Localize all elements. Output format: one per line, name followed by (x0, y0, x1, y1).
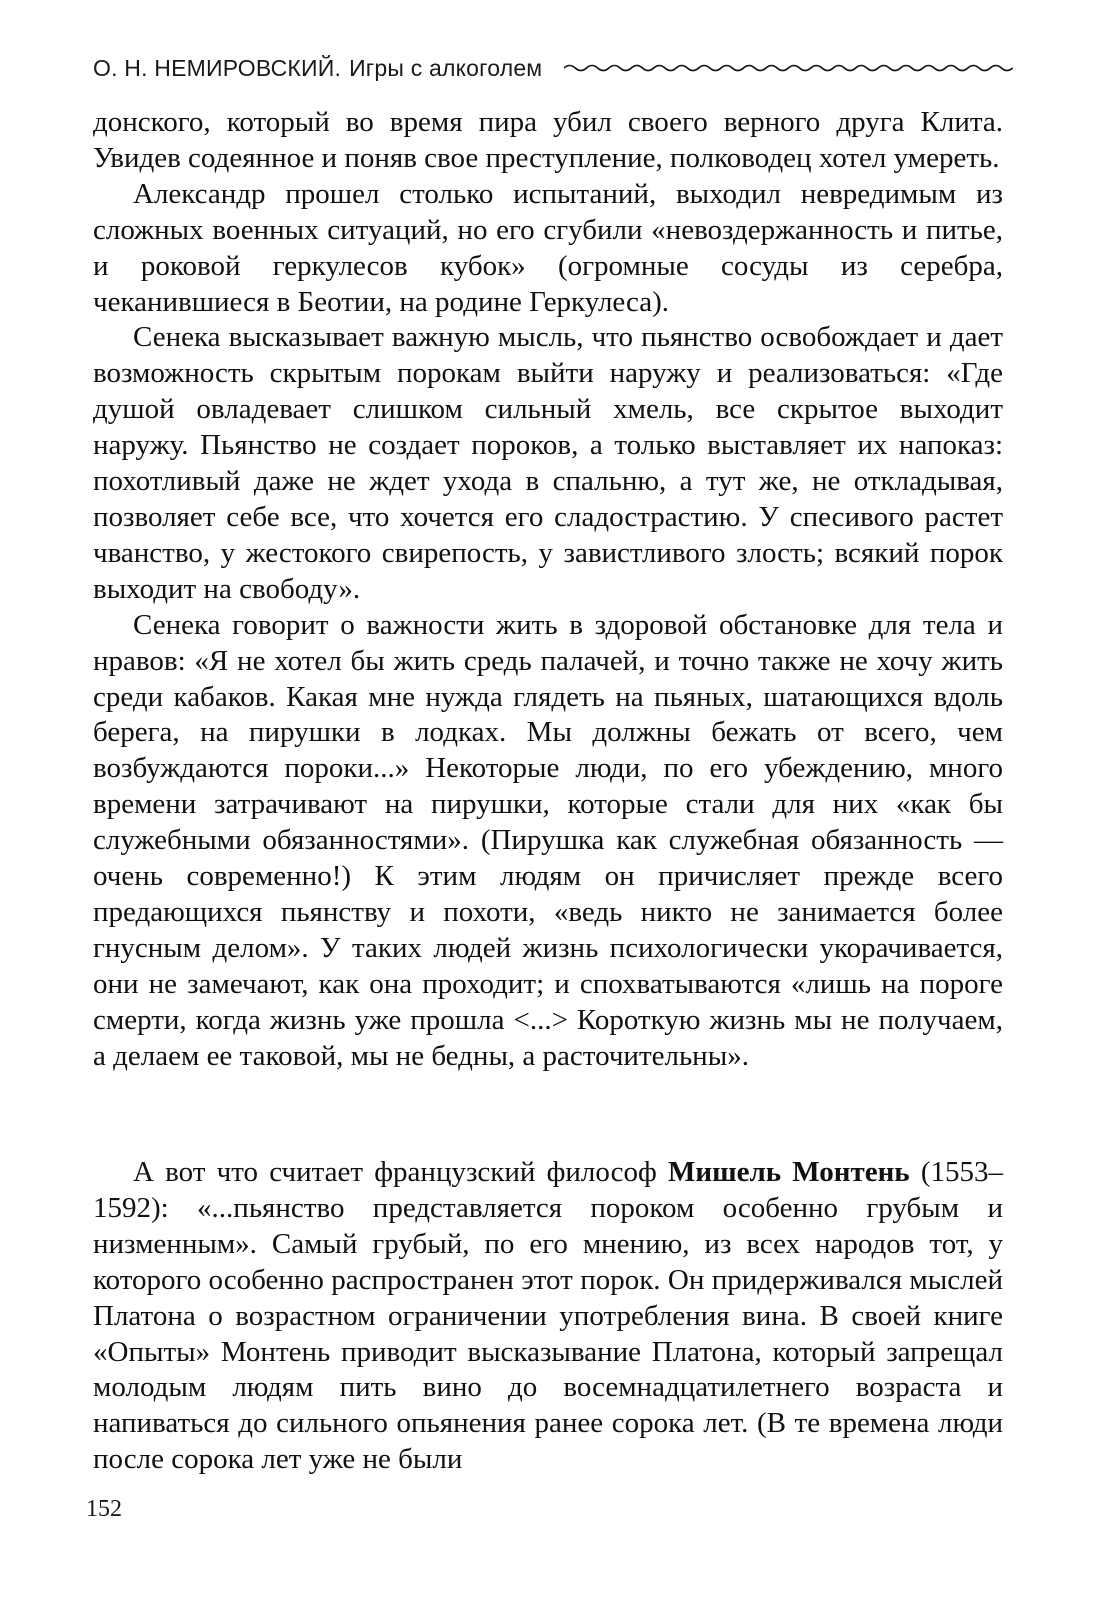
header-author: О. Н. НЕМИРОВСКИЙ. (93, 54, 342, 81)
paragraph: Сенека говорит о важности жить в здоровой обстановке для тела и нравов: «Я не хотел бы жить средь палачей, и точно также не хочу жить среди кабаков. Какая мне нужда глядеть на пьяных, шатающихся вдоль берега, на пирушки в лодках. Мы должны бежать от всего, чем возбуждаются пороки...» Некоторые люди, по его убеждению, много времени затрачивают на пирушки, которые стали для них «как бы служебными обязанностями». (Пирушка как служебная обязанность — очень современно!) К этим людям он причисляет прежде всего предающихся пьянству и похоти, «ведь никто не занимается более гнусным делом». У таких людей жизнь психологически укорачивается, они не замечают, как она проходит; и спохватываются «лишь на пороге смерти, когда жизнь уже прошла <...> Короткую жизнь мы не получаем, а делаем ее таковой, мы не бедны, а расточительны». (93, 608, 1003, 1072)
header-wave-ornament (564, 61, 1013, 75)
header-title: Игры с алкоголем (349, 54, 543, 81)
montaigne-intro: А вот что считает французский философ (133, 1156, 657, 1188)
montaigne-section (93, 1155, 1003, 1478)
main-text (93, 105, 1003, 1074)
montaigne-text: (1553–1592): «...пьянство представляется пороком особенно грубым и низменным». Самый грубый, по его мнению, из всех народов тот, у которого особенно распространен этот порок. Он придерживался мыслей Платона о возрастном ограничении употребления вина. В своей книге «Опыты» Монтень приводит высказывание Платона, который запрещал молодым людям пить вино до восемнадцатилетнего возраста и напиваться до сильного опьянения ранее сорока лет. (В те времена люди после сорока лет уже не были (93, 1156, 1004, 1476)
paragraph: Александр прошел столько испытаний, выходил невредимым из сложных военных ситуаций, но его сгубили «невоздержанность и питье, и роковой геркулесов кубок» (огромные сосуды из серебра, чеканившиеся в Беотии, на родине Геркулеса). (93, 177, 1003, 318)
montaigne-name: Мишель Монтень (668, 1156, 910, 1188)
running-header (93, 48, 1013, 88)
paragraph-continued: донского, который во время пира убил своего верного друга Клита. Увидев содеянное и поняв свое преступление, полководец хотел умереть. (93, 106, 1003, 174)
paragraph: Сенека высказывает важную мысль, что пьянство освобождает и дает возможность скрытым порокам выйти наружу и реализоваться: «Где душой овладевает слишком сильный хмель, все скрытое выходит наружу. Пьянство не создает пороков, а только выставляет их напоказ: похотливый даже не ждет ухода в спальню, а тут же, не откладывая, позволяет себе все, что хочется его сладострастию. У спесивого растет чванство, у жестокого свирепость, у завистливого злость; всякий порок выходит на свободу». (93, 321, 1003, 605)
page-number: 152 (86, 1496, 122, 1522)
paragraph-montaigne (93, 1155, 1003, 1478)
